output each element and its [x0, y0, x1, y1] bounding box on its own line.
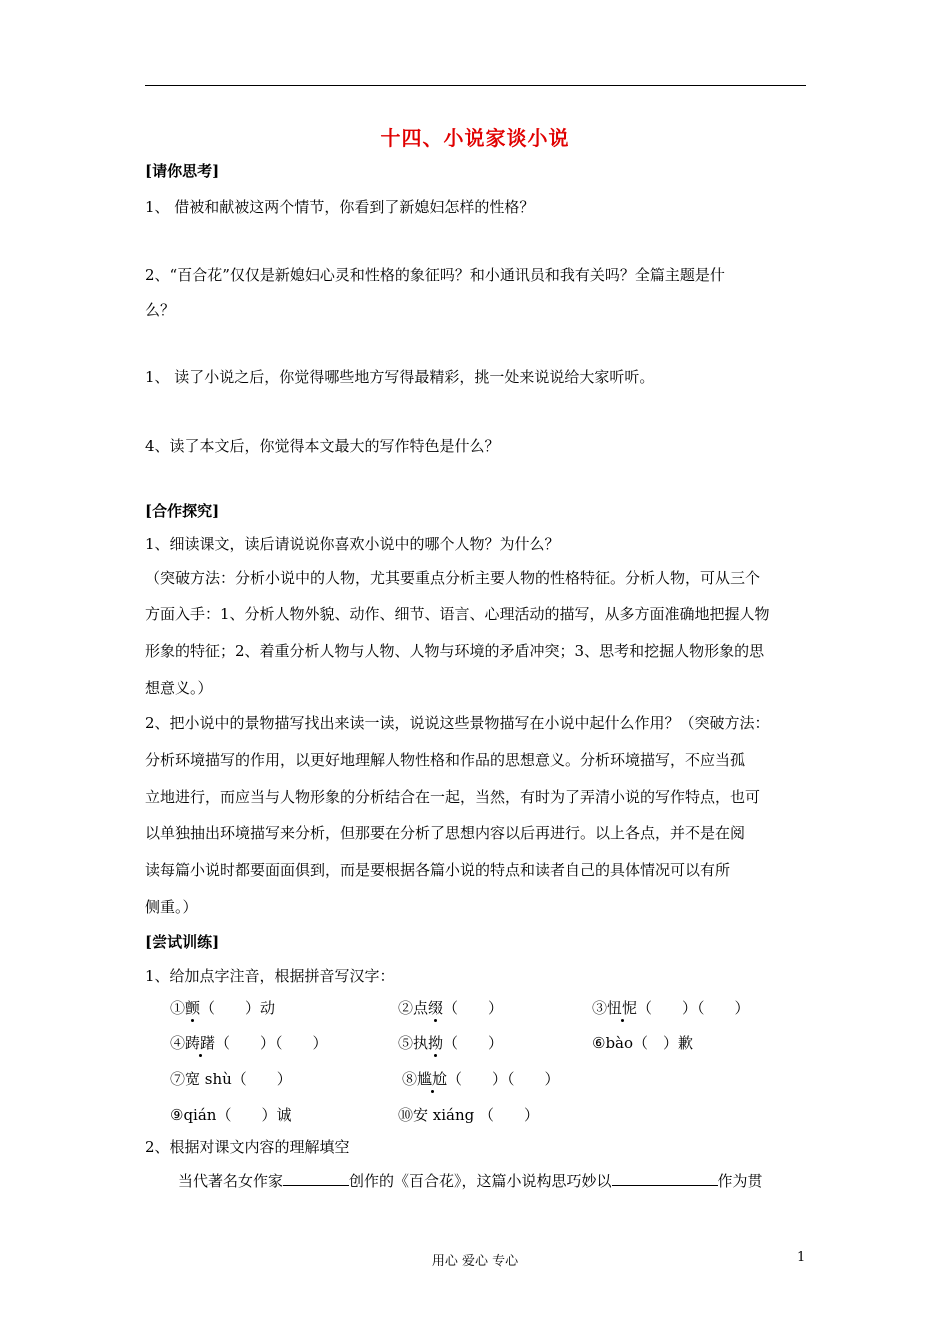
question-2-line-1: 2、“百合花”仅仅是新媳妇心灵和性格的象征吗？和小通讯员和我有关吗？全篇主题是什 — [145, 266, 725, 284]
question-3: 1、 读了小说之后，你觉得哪些地方写得最精彩，挑一处来说说给大家听听。 — [145, 368, 655, 386]
practice-item-3: ③忸怩（ ）（ ） — [592, 999, 750, 1017]
page-number: 1 — [797, 1250, 806, 1265]
practice-item-10: ⑩安 xiáng （ ） — [398, 1106, 540, 1124]
explore-line-10: 读每篇小说时都要面面俱到，而是要根据各篇小说的特点和读者自己的具体情况可以有所 — [145, 861, 731, 879]
dotted-char: 尴尬 — [417, 1070, 448, 1088]
dotted-char: 忸怩 — [607, 999, 638, 1017]
question-1: 1、 借被和献被这两个情节，你看到了新媳妇怎样的性格？ — [145, 198, 535, 216]
explore-line-1: 1、细读课文，读后请说说你喜欢小说中的哪个人物？为什么？ — [145, 535, 560, 553]
question-4: 4、读了本文后，你觉得本文最大的写作特色是什么？ — [145, 437, 500, 455]
practice-item-4: ④踌躇（ ）（ ） — [170, 1034, 328, 1052]
dotted-char: 踌躇 — [185, 1034, 216, 1052]
explore-line-9: 以单独抽出环境描写来分析，但那要在分析了思想内容以后再进行。以上各点，并不是在阅 — [145, 824, 746, 842]
practice-item-1: ①颤（ ）动 — [170, 999, 276, 1017]
practice-item-7: ⑦宽 shù（ ） — [170, 1070, 292, 1088]
explore-line-11: 侧重。） — [145, 898, 198, 916]
fill-blank-line: 当代著名女作家 创作的《百合花》，这篇小说构思巧妙以 作为贯 — [178, 1172, 763, 1190]
explore-line-8: 立地进行，而应当与人物形象的分析结合在一起，当然，有时为了弄清小说的写作特点，也可 — [145, 788, 761, 806]
practice-item-2: ②点缀（ ） — [398, 999, 504, 1017]
explore-line-5: 想意义。） — [145, 679, 213, 697]
explore-line-2: （突破方法：分析小说中的人物，尤其要重点分析主要人物的性格特征。分析人物，可从三个 — [145, 569, 761, 587]
section-heading-think: [请你思考] — [145, 162, 220, 180]
explore-line-7: 分析环境描写的作用，以更好地理解人物性格和作品的思想意义。分析环境描写，不应当孤 — [145, 751, 746, 769]
answer-blank[interactable] — [283, 1171, 349, 1186]
header-rule — [145, 85, 806, 86]
practice-item-9: ⑨qián（ ）诚 — [170, 1106, 292, 1124]
dotted-char: 颤 — [185, 999, 201, 1017]
page-footer: 用心 爱心 专心 — [431, 1254, 519, 1269]
answer-blank[interactable] — [612, 1171, 718, 1186]
dotted-char: 拗 — [428, 1034, 444, 1052]
section-heading-practice: [尝试训练] — [145, 933, 220, 951]
dotted-char: 缀 — [428, 999, 444, 1017]
explore-line-3: 方面入手：1、分析人物外貌、动作、细节、语言、心理活动的描写，从多方面准确地把握人物 — [145, 605, 770, 623]
practice-line-2: 2、根据对课文内容的理解填空 — [145, 1138, 350, 1156]
practice-line-1: 1、给加点字注音，根据拼音写汉字： — [145, 967, 395, 985]
practice-item-6: ⑥bào（ ）歉 — [592, 1034, 694, 1052]
practice-item-5: ⑤执拗（ ） — [398, 1034, 504, 1052]
explore-line-6: 2、把小说中的景物描写找出来读一读，说说这些景物描写在小说中起什么作用？（突破方法： — [145, 714, 770, 732]
section-heading-explore: [合作探究] — [145, 502, 220, 520]
explore-line-4: 形象的特征；2、着重分析人物与人物、人物与环境的矛盾冲突；3、思考和挖掘人物形象的思 — [145, 642, 765, 660]
page-title: 十四、小说家谈小说 — [380, 126, 570, 150]
question-2-line-2: 么？ — [145, 301, 176, 319]
practice-item-8: ⑧尴尬（ ）（ ） — [402, 1070, 560, 1088]
